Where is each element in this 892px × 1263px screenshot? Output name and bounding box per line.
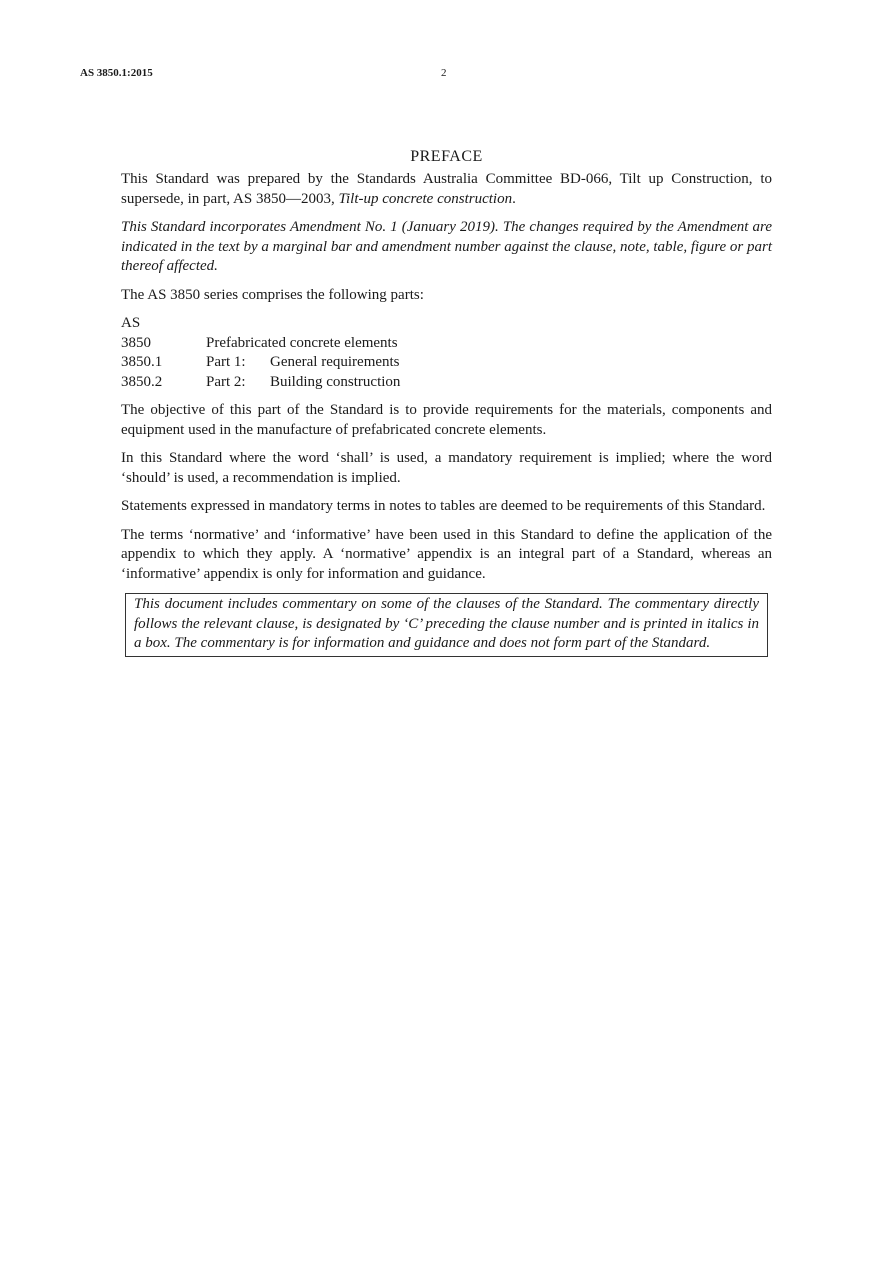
series-heading: AS (121, 315, 141, 331)
commentary-box: This document includes commentary on some of the clauses of the Standard. The commentary directly follows the relevant clause, is designated by ‘C’ preceding the clause number and is printed in italics in a box. The commentary is for information and guidance and does not form part of the Standard. (125, 593, 768, 657)
page-number: 2 (441, 67, 447, 79)
series-title: Building construction (270, 373, 401, 390)
intro-text: This Standard was prepared by the Standards Australia Committee BD-066, Tilt up Construction, to supersede, in part, AS 3850—2003, (121, 171, 772, 207)
series-number: 3850 (121, 334, 151, 351)
series-number: 3850.2 (121, 373, 163, 390)
series-row (121, 373, 400, 393)
intro-paragraph (121, 170, 772, 209)
superseded-standard-title: Tilt-up concrete construction (338, 190, 513, 207)
notes-tables-paragraph: Statements expressed in mandatory terms in notes to tables are deemed to be requirements of this Standard. (121, 498, 766, 514)
intro-end: . (512, 190, 516, 207)
series-row (121, 334, 400, 354)
series-number: 3850.1 (121, 354, 163, 370)
series-part: Part 2: (206, 373, 246, 390)
series-row (121, 353, 400, 373)
document-id: AS 3850.1:2015 (80, 67, 153, 79)
series-table-heading-row (121, 314, 400, 334)
normative-informative-paragraph: The terms ‘normative’ and ‘informative’ have been used in this Standard to define the application of the appendix to which they apply. A ‘normative’ appendix is an integral part of a Standard, whereas an ‘informative’ appendix is only for information and guidance. (121, 526, 772, 582)
series-title: General requirements (270, 354, 400, 370)
running-header (0, 67, 892, 83)
amendment-note: This Standard incorporates Amendment No. 1 (January 2019). The changes required by the Amendment are indicated in the text by a marginal bar and amendment number against the clause, note, table, figure or part thereof affected. (121, 219, 772, 274)
shall-should-paragraph: In this Standard where the word ‘shall’ is used, a mandatory requirement is implied; where the word ‘should’ is used, a recommendation is implied. (121, 450, 772, 486)
objective-paragraph: The objective of this part of the Standard is to provide requirements for the materials, components and equipment used in the manufacture of prefabricated concrete elements. (121, 402, 772, 438)
series-intro: The AS 3850 series comprises the following parts: (121, 286, 424, 303)
series-title: Prefabricated concrete elements (206, 334, 398, 351)
series-table (121, 314, 400, 392)
series-part: Part 1: (206, 354, 246, 370)
preface-content (121, 147, 772, 657)
page-title: PREFACE (410, 148, 483, 165)
